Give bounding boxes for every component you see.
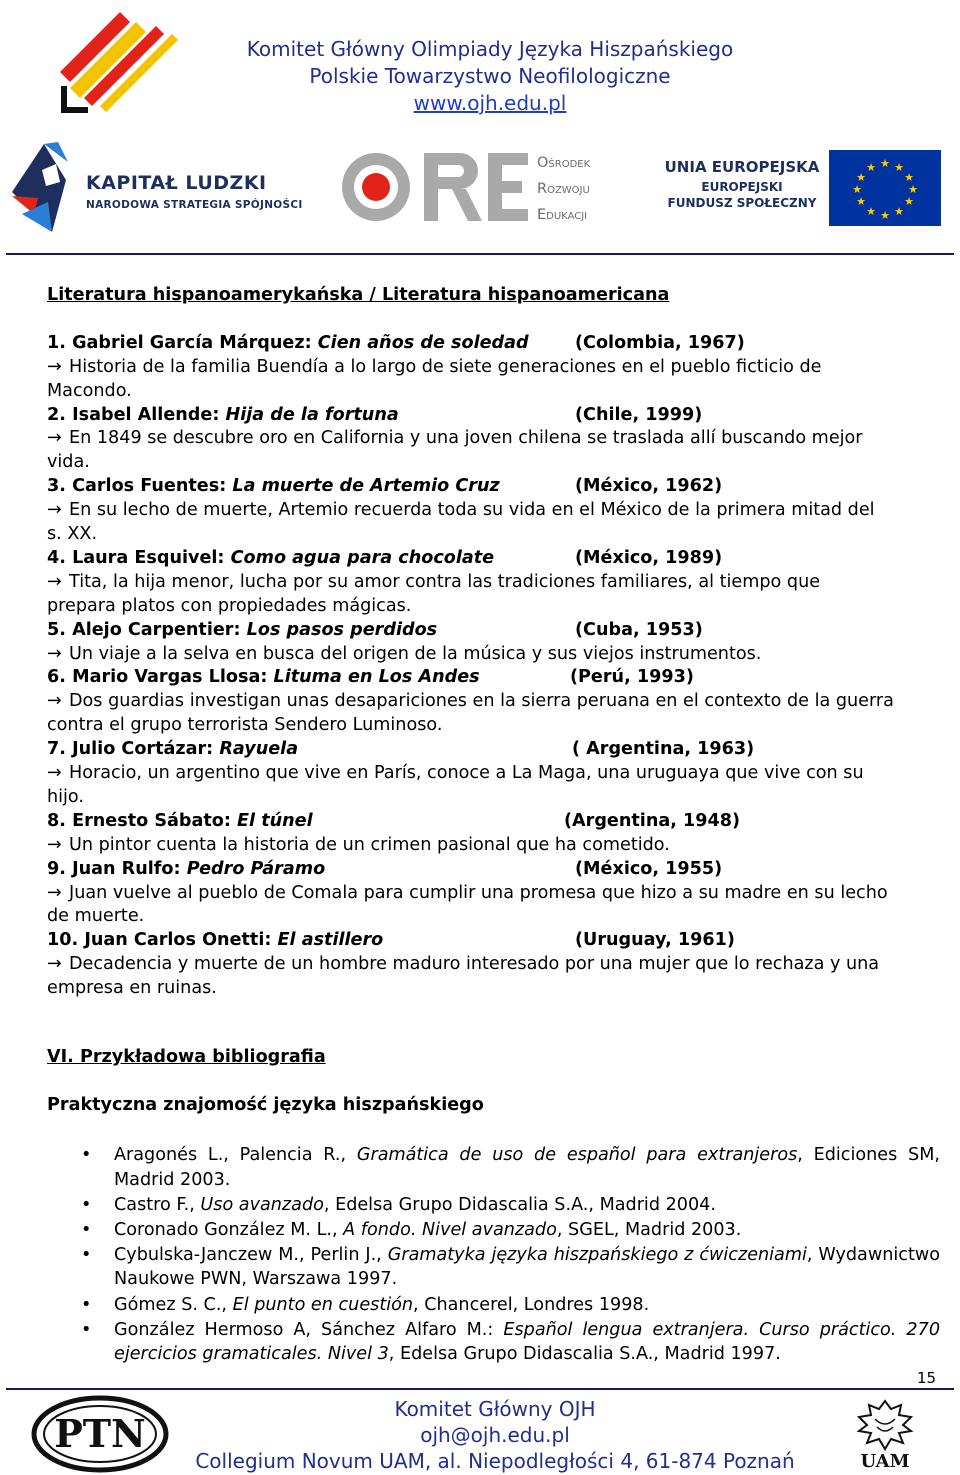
book-title: El túnel: [237, 810, 313, 831]
bibliography-title: Uso avanzado: [200, 1194, 324, 1215]
book-description: [47, 356, 927, 380]
bibliography-title: Español lengua extranjera. Curso práctico. 270 ejercicios gramaticales. Nivel 3: [114, 1319, 941, 1365]
kapital-ludzki-subtitle: NARODOWA STRATEGIA SPÓJNOŚCI: [86, 199, 303, 211]
book-description-line-1: Horacio, un argentino que vive en París, conoce a La Maga, una uruguaya que vive con su: [69, 763, 864, 783]
bibliography-publisher: , Chancerel, Londres 1998.: [413, 1294, 650, 1315]
bibliography-publisher: , Edelsa Grupo Didascalia S.A., Madrid 2004.: [323, 1194, 716, 1215]
book-description: [47, 499, 927, 523]
bibliography-author: Coronado González M. L.,: [114, 1219, 338, 1240]
arrow-right-icon: →: [47, 882, 62, 903]
book-origin: (Chile, 1999): [575, 404, 703, 425]
bibliography-publisher: , Wydawnictwo Naukowe PWN, Warszawa 1997.: [114, 1244, 940, 1290]
book-description: [47, 643, 927, 667]
book-title: La muerte de Artemio Cruz: [232, 476, 500, 497]
book-description-line-2: s. XX.: [47, 524, 98, 544]
book-description: [47, 690, 927, 714]
bibliography-item: [47, 1243, 940, 1292]
header-org-name: Komitet Główny Olimpiady Języka Hiszpańskiego: [246, 37, 734, 61]
uam-eagle-logo-icon: [853, 1397, 917, 1471]
svg-text:★: ★: [894, 205, 904, 218]
book-description-line-1: En 1849 se descubre oro en California y una joven chilena se traslada allí buscando mejor: [69, 428, 863, 449]
book-heading: [47, 929, 927, 953]
arrow-right-icon: →: [47, 763, 62, 783]
book-description-line-2: prepara platos con propiedades mágicas.: [47, 595, 412, 616]
bullet-icon: •: [81, 1319, 92, 1340]
bibliography-publisher: , Edelsa Grupo Didascalia S.A., Madrid 1997.: [388, 1344, 781, 1365]
ptn-logo-icon: [30, 1394, 170, 1474]
uam-logo-text: UAM: [860, 1451, 910, 1471]
arrow-right-icon: →: [47, 954, 62, 975]
book-description-line-1: Dos guardias investigan unas desapariciones en la sierra peruana en el contexto de la guerra: [69, 691, 894, 712]
book-author: Alejo Carpentier:: [72, 619, 241, 640]
book-number: 4.: [47, 547, 66, 568]
bibliography-author: Gómez S. C.,: [114, 1294, 228, 1315]
book-description: [47, 427, 927, 451]
book-title: Cien años de soledad: [317, 332, 529, 353]
book-heading: [47, 738, 927, 762]
book-number: 10.: [47, 930, 79, 951]
book-origin: (Cuba, 1953): [575, 619, 703, 640]
book-number: 1.: [47, 332, 66, 353]
book-description-line-2: de muerte.: [47, 906, 145, 927]
eu-line-2: FUNDUSZ SPOŁECZNY: [667, 196, 817, 210]
ore-word-3: Edukacji: [537, 207, 588, 223]
footer-contact: [190, 1396, 800, 1474]
book-title: Como agua para chocolate: [230, 547, 495, 568]
book-number: 6.: [47, 667, 66, 688]
bibliography-list: [47, 1143, 940, 1367]
bibliography-author: González Hermoso A, Sánchez Alfaro M.:: [114, 1319, 494, 1340]
book-number: 9.: [47, 858, 66, 879]
svg-text:★: ★: [866, 205, 876, 218]
book-origin: (Colombia, 1967): [575, 332, 745, 353]
arrow-right-icon: →: [47, 428, 62, 449]
book-title: El astillero: [277, 930, 384, 951]
book-description-line-1: Un pintor cuenta la historia de un crimen pasional que ha cometido.: [69, 834, 670, 855]
book-heading: [47, 619, 927, 643]
bibliography-title: El punto en cuestión: [232, 1294, 414, 1315]
ptn-logo-text: PTN: [54, 1411, 146, 1456]
book-description-line-1: Un viaje a la selva en busca del origen de la música y sus viejos instrumentos.: [69, 643, 762, 664]
bibliography-author: Castro F.,: [114, 1194, 195, 1215]
book-origin: (México, 1962): [575, 476, 723, 497]
book-description-line-2: Macondo.: [47, 380, 132, 401]
book-description: [47, 571, 927, 595]
book-author: Laura Esquivel:: [72, 547, 225, 568]
arrow-right-icon: →: [47, 643, 62, 664]
book-title: Los pasos perdidos: [246, 619, 438, 640]
book-heading: [47, 810, 927, 834]
book-description: [47, 882, 927, 906]
header-divider: [6, 253, 954, 255]
book-description-line-2: hijo.: [47, 786, 84, 807]
book-author: Mario Vargas Llosa:: [72, 667, 268, 688]
ore-words: [537, 150, 590, 228]
ore-word-2: Rozwoju: [537, 181, 590, 197]
bibliography-item: [47, 1318, 940, 1367]
book-title: Pedro Páramo: [186, 858, 326, 879]
book-heading: [47, 404, 927, 428]
book-heading: [47, 858, 927, 882]
book-author: Gabriel García Márquez:: [72, 332, 312, 353]
book-description-line-1: Juan vuelve al pueblo de Comala para cumplir una promesa que hizo a su madre en su lecho: [69, 882, 888, 903]
header-organization: [240, 36, 740, 117]
bibliography-author: Aragonés L., Palencia R.,: [114, 1145, 347, 1165]
svg-text:★: ★: [880, 209, 890, 222]
book-author: Juan Carlos Onetti:: [84, 930, 272, 951]
bibliography-title: A fondo. Nivel avanzado: [343, 1219, 557, 1240]
book-number: 8.: [47, 810, 66, 831]
book-origin: (Argentina, 1948): [564, 810, 741, 831]
arrow-right-icon: →: [47, 356, 62, 377]
book-description-line-2: vida.: [47, 452, 90, 473]
book-origin: (Perú, 1993): [570, 667, 694, 688]
bullet-icon: •: [81, 1294, 92, 1315]
bibliography-section-title: VI. Przykładowa bibliografia: [47, 1047, 326, 1067]
book-title: Hija de la fortuna: [225, 404, 399, 425]
footer-email[interactable]: ojh@ojh.edu.pl: [420, 1423, 570, 1447]
header-website-link[interactable]: www.ojh.edu.pl: [413, 91, 567, 115]
eu-line-1: EUROPEJSKI: [701, 180, 783, 194]
book-description: [47, 762, 927, 786]
book-description: [47, 834, 927, 858]
book-description-line-1: Tita, la hija menor, lucha por su amor contra las tradiciones familiares, al tiempo que: [69, 571, 821, 592]
main-content: [47, 284, 927, 1001]
arrow-right-icon: →: [47, 571, 62, 592]
book-list: [47, 332, 927, 1001]
section-title: Literatura hispanoamerykańska / Literatura hispanoamericana: [47, 285, 670, 305]
book-number: 7.: [47, 739, 66, 760]
footer-divider: [6, 1388, 954, 1390]
bibliography-title: Gramática de uso de español para extranjeros: [356, 1145, 798, 1165]
book-number: 3.: [47, 476, 66, 497]
footer-address: Collegium Novum UAM, al. Niepodległości 4, 61-874 Poznań: [195, 1449, 795, 1473]
book-title: Rayuela: [219, 739, 299, 760]
svg-text:★: ★: [904, 171, 914, 184]
svg-text:★: ★: [856, 171, 866, 184]
bibliography-publisher: , SGEL, Madrid 2003.: [556, 1219, 742, 1240]
book-origin: (Uruguay, 1961): [575, 930, 735, 951]
book-origin: (México, 1955): [575, 858, 723, 879]
eu-text: [662, 158, 822, 211]
book-title: Lituma en Los Andes: [273, 667, 480, 688]
bullet-icon: •: [81, 1244, 92, 1265]
bibliography-item: [47, 1218, 940, 1243]
bibliography-item: [47, 1193, 940, 1218]
svg-text:★: ★: [880, 157, 890, 170]
header-org-sub: Polskie Towarzystwo Neofilologiczne: [309, 64, 671, 88]
arrow-right-icon: →: [47, 691, 62, 712]
bibliography-publisher: , Ediciones SM, Madrid 2003.: [114, 1145, 940, 1190]
book-description-line-1: Decadencia y muerte de un hombre maduro interesado por una mujer que lo rechaza y una: [69, 954, 880, 975]
book-heading: [47, 475, 927, 499]
arrow-right-icon: →: [47, 834, 62, 855]
book-origin: ( Argentina, 1963): [572, 739, 755, 760]
bibliography-item: [47, 1143, 940, 1192]
page-header: [0, 0, 960, 258]
book-description: [47, 953, 927, 977]
arrow-right-icon: →: [47, 500, 62, 521]
bibliography-author: Cybulska-Janczew M., Perlin J.,: [114, 1244, 382, 1265]
olympiad-logo-icon: [60, 2, 180, 114]
book-author: Juan Rulfo:: [72, 858, 181, 879]
book-description-line-1: Historia de la familia Buendía a lo largo de siete generaciones en el pueblo ficticio de: [69, 356, 822, 377]
book-number: 5.: [47, 619, 66, 640]
bibliography-title: Gramatyka języka hiszpańskiego z ćwiczeniami: [387, 1244, 807, 1265]
svg-text:★: ★: [908, 183, 918, 196]
book-heading: [47, 332, 927, 356]
book-description-line-1: En su lecho de muerte, Artemio recuerda toda su vida en el México de la primera mitad del: [69, 500, 875, 521]
book-author: Julio Cortázar:: [72, 739, 214, 760]
book-heading: [47, 547, 927, 571]
footer-org: Komitet Główny OJH: [394, 1397, 596, 1421]
bibliography-subtitle: Praktyczna znajomość języka hiszpańskiego: [47, 1095, 484, 1115]
book-author: Carlos Fuentes:: [72, 476, 227, 497]
book-author: Isabel Allende:: [72, 404, 220, 425]
eu-flag-icon: [829, 150, 941, 226]
svg-text:★: ★: [894, 161, 904, 174]
bibliography-item: [47, 1293, 940, 1318]
book-author: Ernesto Sábato:: [72, 810, 231, 831]
bullet-icon: •: [81, 1194, 92, 1215]
bullet-icon: •: [81, 1145, 92, 1165]
svg-text:★: ★: [904, 195, 914, 208]
ore-word-1: Ośrodek: [537, 155, 591, 171]
svg-text:★: ★: [856, 195, 866, 208]
eu-title: UNIA EUROPEJSKA: [664, 158, 820, 176]
book-description-line-2: contra el grupo terrorista Sendero Luminoso.: [47, 715, 443, 736]
book-number: 2.: [47, 404, 66, 425]
svg-text:★: ★: [852, 183, 862, 196]
svg-text:★: ★: [866, 161, 876, 174]
page-number: 15: [917, 1369, 937, 1387]
book-description-line-2: empresa en ruinas.: [47, 978, 217, 999]
kapital-ludzki-title: KAPITAŁ LUDZKI: [86, 172, 267, 194]
book-origin: (México, 1989): [575, 547, 723, 568]
bullet-icon: •: [81, 1219, 92, 1240]
book-heading: [47, 666, 927, 690]
